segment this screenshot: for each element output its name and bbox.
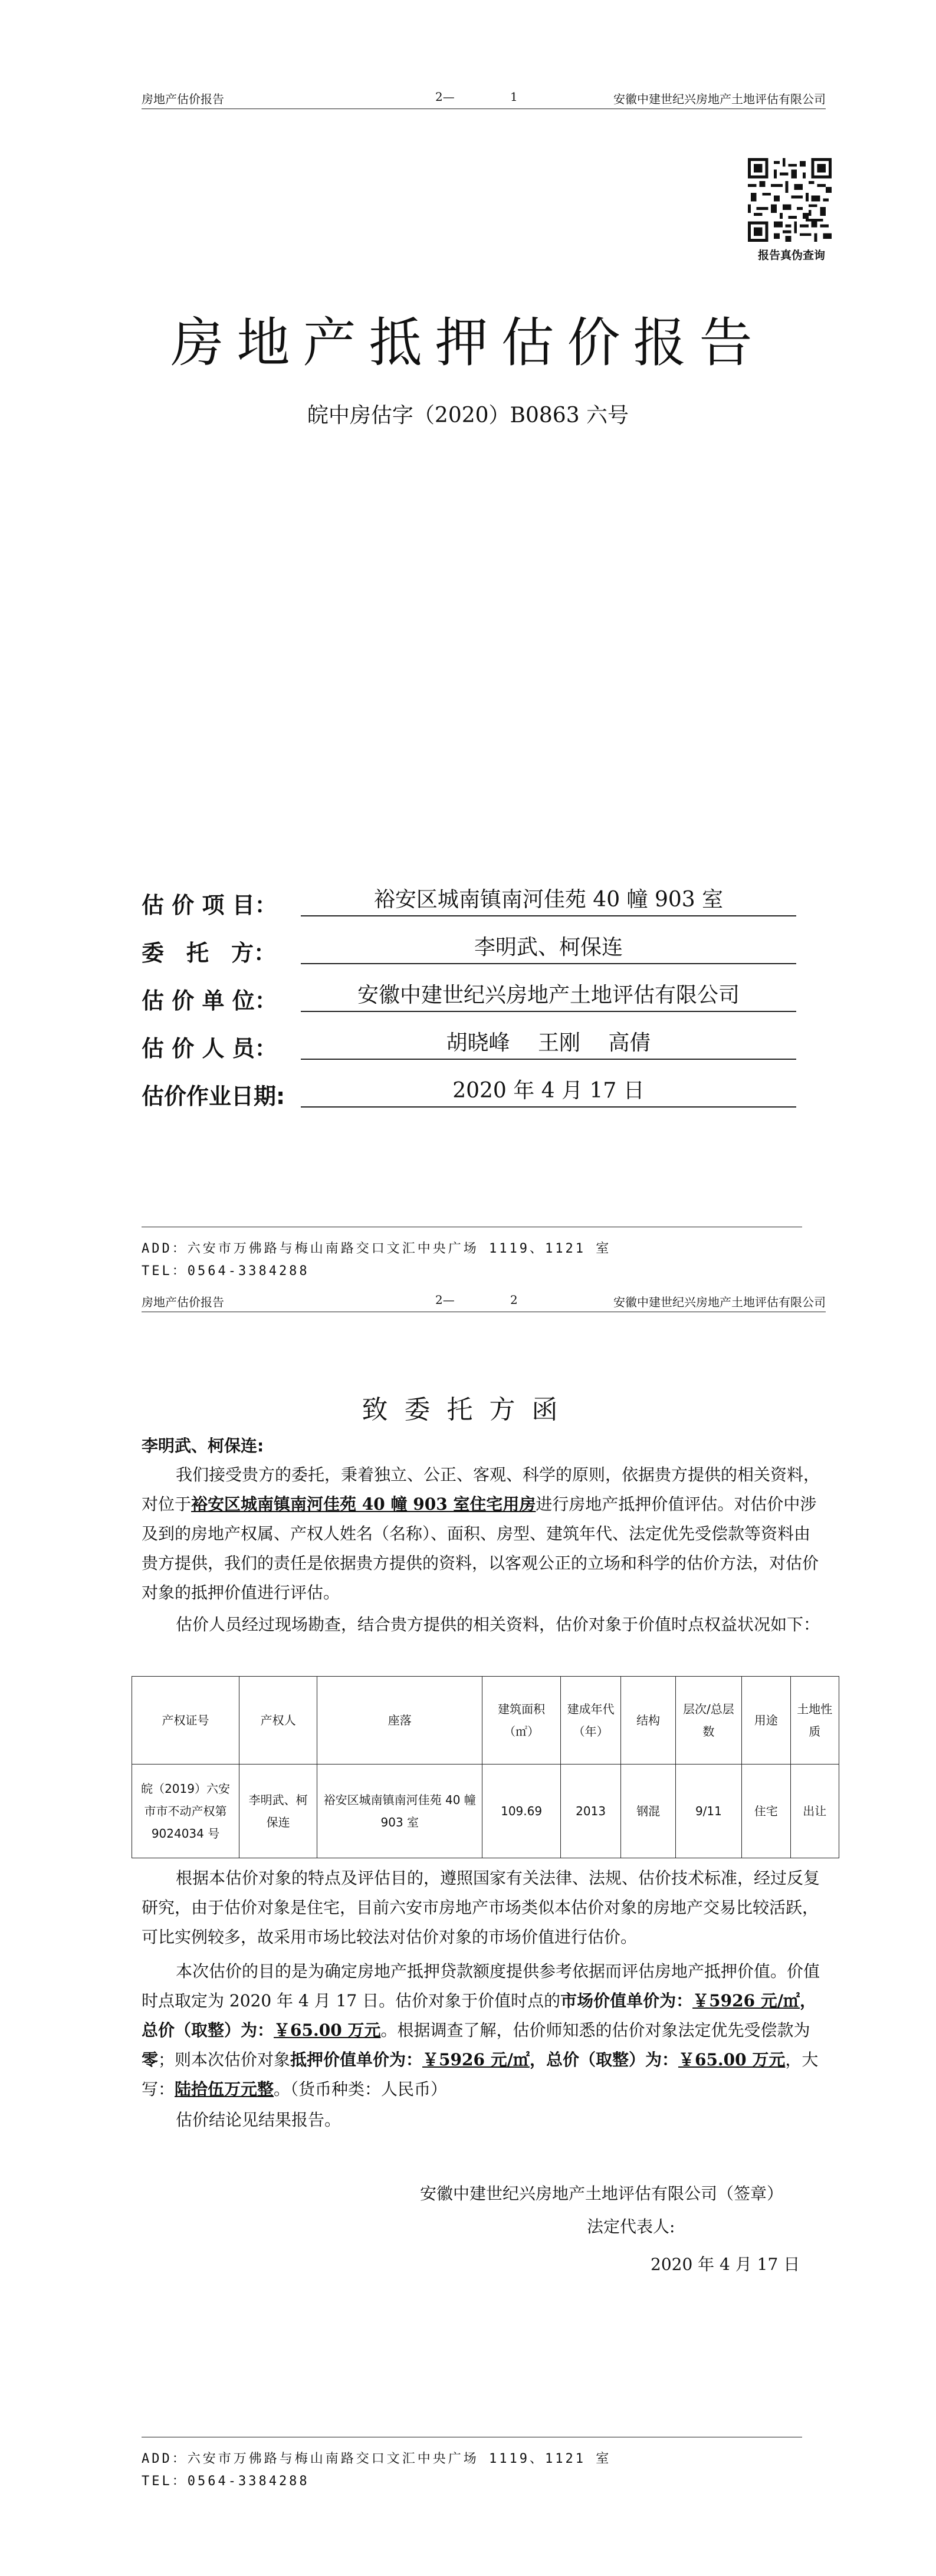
header-page-prefix: 2— — [435, 90, 455, 104]
info-row-staff — [142, 1030, 796, 1066]
info-row-unit — [142, 983, 796, 1018]
property-address-highlight: 裕安区城南镇南河佳苑 40 幢 903 室住宅用房 — [191, 1494, 536, 1514]
priority-payment: 零 — [142, 2050, 159, 2069]
para1-text-c: 进行房地产抵押价值评估。对估价中涉及到的房地产权属、产权人姓名（名称）、面积、房型、建筑年代、法定优先受偿款等资料由贵方提供，我们的责任是依据贵方提供的资料，以客观公正的立场和科学的估价方法，对估价对象的抵押价值进行评估。 — [142, 1494, 819, 1602]
unit-value: 安徽中建世纪兴房地产土地评估有限公司 — [301, 983, 796, 1012]
date-label: 估价作业日期: — [142, 1083, 285, 1109]
header-report-name: 房地产估价报告 — [142, 1295, 224, 1309]
amount-in-words: 陆拾伍万元整 — [175, 2079, 274, 2099]
mortgage-total: ￥65.00 万元 — [678, 2050, 786, 2069]
table-header: 产权证号 — [132, 1677, 239, 1765]
mortgage-unit-price: ￥5926 元/㎡ — [422, 2050, 530, 2069]
signature-legal-rep: 法定代表人: — [587, 2217, 675, 2236]
info-row-date — [142, 1078, 796, 1113]
mortgage-total-label: ，总价（取整）为： — [529, 2050, 678, 2069]
table-cell: 出让 — [790, 1765, 839, 1858]
para4-text-a: 本次估价的目的是为确定房地产抵押贷款额度提供参考依据而评估房地产抵押价值。价值时点取定为 2020 年 4 月 17 日。估价对象于价值时点的 — [142, 1961, 820, 2010]
table-header: 建筑面积（㎡） — [482, 1677, 560, 1765]
table-cell: 109.69 — [482, 1765, 560, 1858]
table-cell: 住宅 — [742, 1765, 790, 1858]
doc-number: 皖中房估字（2020）B0863 六号 — [307, 403, 629, 428]
market-unit-price: ￥5926 元/㎡ — [692, 1991, 800, 2010]
footer-address: ADD：六安市万佛路与梅山南路交口文汇中央广场 1119、1121 室 — [142, 2452, 612, 2466]
footer-tel: TEL：0564-3384288 — [142, 1264, 310, 1279]
paragraph-survey: 估价人员经过现场勘查，结合贵方提供的相关资料，估价对象于价值时点权益状况如下： — [176, 1615, 820, 1634]
page2-header — [142, 1293, 826, 1308]
para4-text-o: 。（货币种类：人民币） — [274, 2079, 448, 2099]
para4-text-m: ，大写： — [142, 2050, 819, 2099]
date-value: 2020 年 4 月 17 日 — [301, 1078, 796, 1108]
paragraph-intro — [142, 1460, 826, 1608]
para4-text-f: 。根据调查了解，估价师知悉的估价对象法定优先受偿款为 — [380, 2020, 810, 2040]
table-cell: 裕安区城南镇南河佳苑 40 幢 903 室 — [317, 1765, 482, 1858]
client-value: 李明武、柯保连 — [301, 935, 796, 964]
table-row — [132, 1765, 839, 1858]
client-label: 委 托 方： — [142, 940, 277, 966]
header-page-number: 2 — [510, 1293, 518, 1307]
table-header: 层次/总层数 — [675, 1677, 741, 1765]
header-company: 安徽中建世纪兴房地产土地评估有限公司 — [613, 1295, 826, 1309]
staff-value: 胡晓峰 王刚 高倩 — [301, 1030, 796, 1060]
salutation: 李明武、柯保连: — [142, 1436, 264, 1455]
footer-tel: TEL：0564-3384288 — [142, 2474, 310, 2489]
property-table — [132, 1676, 839, 1858]
paragraph-conclusion — [142, 1957, 826, 2104]
footer-address: ADD：六安市万佛路与梅山南路交口文汇中央广场 1119、1121 室 — [142, 1241, 612, 1256]
project-label: 估 价 项 目： — [142, 892, 277, 918]
table-header: 用途 — [742, 1677, 790, 1765]
signature-company: 安徽中建世纪兴房地产土地评估有限公司（签章） — [420, 2184, 784, 2203]
letter-title: 致委托方函 — [362, 1395, 574, 1425]
table-cell: 李明武、柯保连 — [239, 1765, 317, 1858]
table-header-row — [132, 1677, 839, 1765]
qr-code-icon[interactable] — [748, 158, 832, 242]
table-header: 产权人 — [239, 1677, 317, 1765]
table-header: 建成年代（年） — [560, 1677, 621, 1765]
header-company: 安徽中建世纪兴房地产土地评估有限公司 — [613, 92, 826, 106]
table-header: 土地性质 — [790, 1677, 839, 1765]
table-header: 座落 — [317, 1677, 482, 1765]
header-report-name: 房地产估价报告 — [142, 92, 224, 106]
table-cell: 钢混 — [621, 1765, 675, 1858]
page1-header — [142, 90, 826, 105]
para1-text-a: 我们接受贵方的委托，秉着独立、公正、客观、科学的原则，依据贵方提供的相关资料，对位于 — [142, 1465, 820, 1514]
unit-label: 估 价 单 位： — [142, 988, 277, 1014]
report-title: 房地产抵押估价报告 — [170, 312, 766, 374]
staff-label: 估 价 人 员： — [142, 1036, 277, 1062]
mortgage-unit-price-label: 抵押价值单价为： — [290, 2050, 423, 2069]
market-total: ￥65.00 万元 — [274, 2020, 381, 2040]
paragraph-see-result: 估价结论见结果报告。 — [176, 2110, 341, 2130]
paragraph-method: 根据本估价对象的特点及评估目的，遵照国家有关法律、法规、估价技术标准，经过反复研究，由于估价对象是住宅，目前六安市房地产市场类似本估价对象的房地产交易比较活跃，可比实例较多，故采用市场比较法对估价对象的市场价值进行估价。 — [142, 1868, 820, 1947]
header-page-prefix: 2— — [435, 1293, 455, 1307]
table-cell: 皖（2019）六安市市不动产权第 9024034 号 — [132, 1765, 239, 1858]
header-page-number: 1 — [510, 90, 518, 104]
para4-text-h: ；则本次估价对象 — [158, 2050, 291, 2069]
signature-date: 2020 年 4 月 17 日 — [651, 2255, 800, 2274]
table-header: 结构 — [621, 1677, 675, 1765]
info-row-client — [142, 935, 796, 970]
info-row-project — [142, 887, 796, 922]
project-value: 裕安区城南镇南河佳苑 40 幢 903 室 — [301, 887, 796, 916]
table-cell: 9/11 — [675, 1765, 741, 1858]
market-unit-price-label: 市场价值单价为： — [560, 1991, 693, 2010]
qr-caption: 报告真伪查询 — [757, 249, 825, 262]
market-total-label: ，总价（取整）为： — [142, 1991, 817, 2040]
table-cell: 2013 — [560, 1765, 621, 1858]
